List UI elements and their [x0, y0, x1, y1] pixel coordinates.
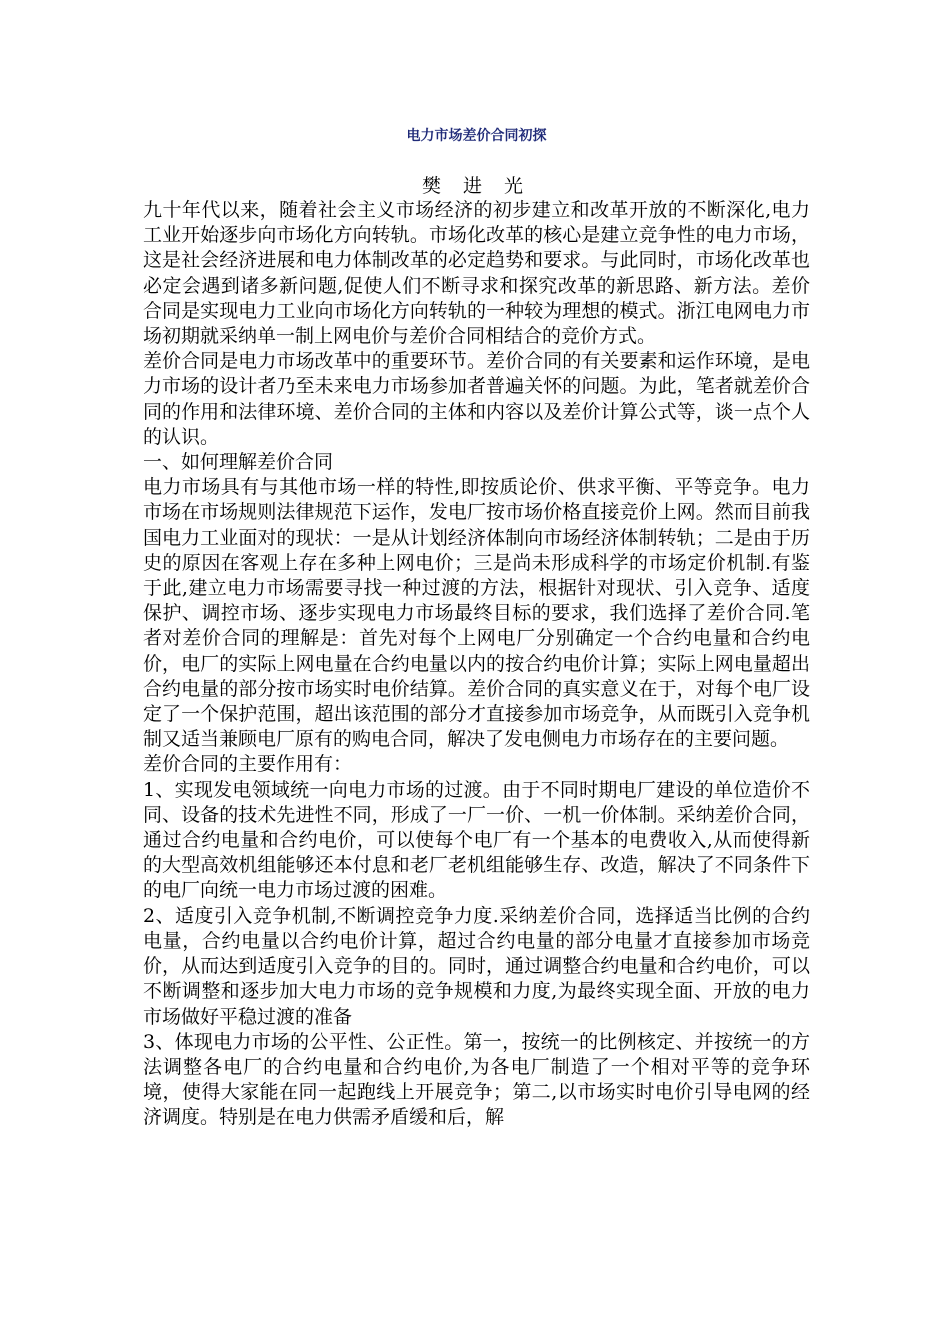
- paragraph-intro: 九十年代以来，随着社会主义市场经济的初步建立和改革开放的不断深化,电力工业开始逐步向市场化方向转轨。市场化改革的核心是建立竞争性的电力市场，这是社会经济进展和电力体制改革的必定趋势和要求。与此同时，市场化改革也必定会遇到诸多新问题,促使人们不断寻求和探究改革的新思路、新方法。差价合同是实现电力工业向市场化方向转轨的一种较为理想的模式。浙江电网电力市场初期就采纳单一制上网电价与差价合同相结合的竞价方式。: [143, 199, 810, 348]
- list-item-3: 3、体现电力市场的公平性、公正性。第一，按统一的比例核定、并按统一的方法调整各电厂的合约电量和合约电价,为各电厂制造了一个相对平等的竞争环境，使得大家能在同一起跑线上开展竞争；第二,以市场实时电价引导电网的经济调度。特别是在电力供需矛盾缓和后，解: [143, 1030, 810, 1129]
- list-item-2: 2、适度引入竞争机制,不断调控竞争力度.采纳差价合同，选择适当比例的合约电量，合约电量以合约电价计算，超过合约电量的部分电量才直接参加市场竞价，从而达到适度引入竞争的目的。同时，通过调整合约电量和合约电价，可以不断调整和逐步加大电力市场的竞争规模和力度,为最终实现全面、开放的电力市场做好平稳过渡的准备: [143, 904, 810, 1028]
- paragraph-purpose: 差价合同是电力市场改革中的重要环节。差价合同的有关要素和运作环境，是电力市场的设计者乃至未来电力市场参加者普遍关怀的问题。为此，笔者就差价合同的作用和法律环境、差价合同的主体和内容以及差价计算公式等，谈一点个人的认识。: [143, 350, 810, 448]
- document-title: 电力市场差价合同初探: [406, 128, 547, 144]
- author-name: 樊 进 光: [421, 175, 532, 197]
- document-page: [143, 126, 810, 1131]
- paragraph-understanding: 电力市场具有与其他市场一样的特性,即按质论价、供求平衡、平等竞争。电力市场在市场规则法律规范下运作，发电厂按市场价格直接竞价上网。然而目前我国电力工业面对的现状：一是从计划经济体制向市场经济体制转轨；二是由于历史的原因在客观上存在多种上网电价；三是尚未形成科学的市场定价机制.有鉴于此,建立电力市场需要寻找一种过渡的方法，根据针对现状、引入竞争、适度保护、调控市场、逐步实现电力市场最终目标的要求，我们选择了差价合同.笔者对差价合同的理解是：首先对每个上网电厂分别确定一个合约电量和合约电价，电厂的实际上网电量在合约电量以内的按合约电价计算；实际上网电量超出合约电量的部分按市场实时电价结算。差价合同的真实意义在于，对每个电厂设定了一个保护范围，超出该范围的部分才直接参加市场竞争，从而既引入竞争机制又适当兼顾电厂原有的购电合同，解决了发电侧电力市场存在的主要问题。: [143, 476, 810, 751]
- paragraph-main-roles: 差价合同的主要作用有：: [143, 753, 353, 776]
- list-item-1: 1、实现发电领域统一向电力市场的过渡。由于不同时期电厂建设的单位造价不同、设备的技术先进性不同，形成了一厂一价、一机一价体制。采纳差价合同，通过合约电量和合约电价，可以使每个电厂有一个基本的电费收入,从而使得新的大型高效机组能够还本付息和老厂老机组能够生存、改造，解决了不同条件下的电厂向统一电力市场过渡的困难。: [143, 778, 810, 902]
- section-heading-1: 一、如何理解差价合同: [143, 451, 334, 474]
